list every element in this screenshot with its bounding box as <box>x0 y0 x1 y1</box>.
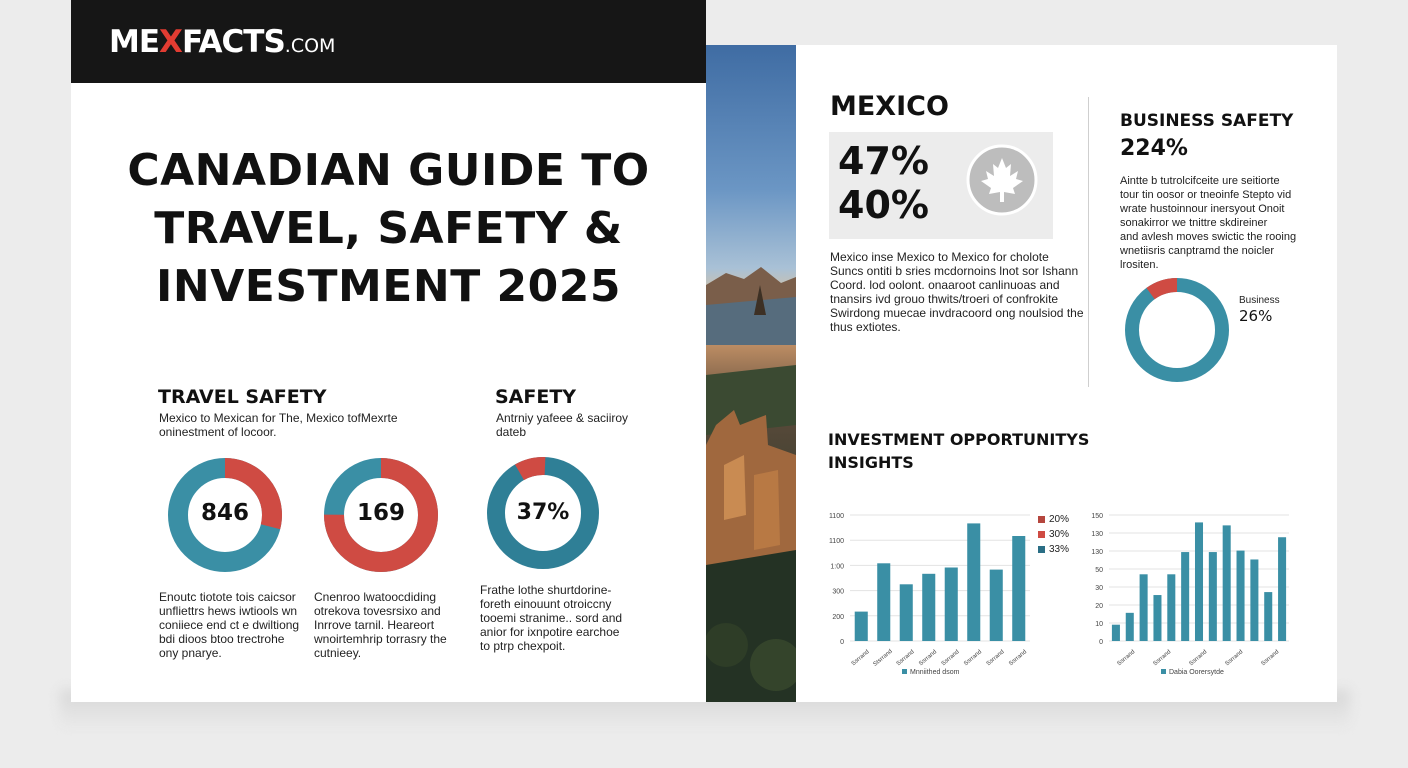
mexico-stat-1: 47% <box>838 139 929 183</box>
investment-bar-chart-2 <box>1079 505 1299 681</box>
footer-legend-label: Mnniithed dsom <box>910 669 960 676</box>
footer-legend-label: Dabia Oorersytde <box>1169 669 1224 676</box>
legend-item <box>1038 542 1069 557</box>
brand-prefix: ME <box>109 24 160 60</box>
x-tick-label: Ssrrand <box>963 649 984 668</box>
x-tick-label: Ssrrand <box>1116 649 1137 668</box>
x-tick-label: Ssrrand <box>895 649 916 668</box>
bar <box>1153 595 1161 641</box>
caption-line: ony pnarye. <box>159 646 222 660</box>
legend-label: 33% <box>1049 544 1070 555</box>
text-line: Mexico inse Mexico to Mexico for cholote <box>830 250 1049 264</box>
caption-line: Inrrove tarnil. Heareort <box>314 618 435 632</box>
x-tick-label: Ssrrand <box>918 649 939 668</box>
maple-leaf-icon <box>966 144 1038 216</box>
business-safety-text <box>1120 174 1296 272</box>
y-tick-label: 0 <box>1099 639 1103 646</box>
mexico-stat-2: 40% <box>838 183 929 227</box>
text-line: and avlesh moves swictic the rooing <box>1120 231 1297 243</box>
donut-label: Business <box>1239 295 1280 306</box>
left-page <box>71 0 706 702</box>
text-line: Aintte b tutrolcifceite ure seitiorte <box>1120 175 1280 187</box>
bar <box>1112 625 1120 641</box>
bar <box>1250 559 1258 641</box>
text-line: tnansirs ivd grouo thwits/troeri of confrokite <box>830 292 1059 306</box>
bar <box>1140 574 1148 641</box>
column-divider <box>1088 97 1089 387</box>
bar <box>1209 552 1217 641</box>
y-tick-label: 1100 <box>828 513 844 520</box>
y-tick-label: 30 <box>1095 585 1103 592</box>
title-line: CANADIAN GUIDE TO <box>127 145 650 196</box>
investment-heading <box>828 428 1089 474</box>
y-tick-label: 50 <box>1095 567 1103 574</box>
x-tick-label: Ssrrand <box>1152 649 1173 668</box>
footer-legend-swatch <box>1161 669 1166 674</box>
text-line: wnetiisris canptramd the noicler <box>1120 245 1275 257</box>
y-tick-label: 300 <box>832 588 844 596</box>
legend-item <box>1038 527 1069 542</box>
text-line: tour tin oosor or tneoinfe Stepto vid <box>1120 189 1292 201</box>
caption-line: otrekova tovesrsixo and <box>314 604 441 618</box>
page-title <box>71 142 706 316</box>
brand-bar <box>71 0 706 83</box>
footer-legend-swatch <box>902 669 907 674</box>
bar <box>1181 552 1189 641</box>
x-tick-label: Ssrrand <box>940 649 961 668</box>
subtitle-line: Mexico to Mexican for The, Mexico tofMexrte <box>159 411 398 425</box>
brand-x: X <box>159 24 182 60</box>
investment-bar-chart-1 <box>820 505 1040 681</box>
caption-line: Frathe lothe shurtdorine- <box>480 583 612 597</box>
donut-value: 846 <box>200 500 249 526</box>
caption-line: tooemi stranime.. sord and <box>480 611 623 625</box>
y-tick-label: 1:00 <box>830 563 844 571</box>
y-tick-label: 130 <box>1091 549 1103 556</box>
donut-segment <box>1123 276 1231 384</box>
x-tick-label: Ssrrand <box>985 649 1006 668</box>
bar <box>967 523 980 641</box>
subtitle-line: dateb <box>496 425 527 439</box>
subtitle-line: oninestment of locoor. <box>159 425 277 439</box>
y-tick-label: 0 <box>840 639 844 646</box>
bar <box>1195 522 1203 641</box>
x-tick-label: Ssrrand <box>1260 649 1281 668</box>
safety-caption <box>480 583 622 653</box>
brand-suffix: FACTS <box>181 24 285 60</box>
photo-illustration <box>706 45 796 702</box>
caption-line: bdi dioos btoo trectrohe <box>159 632 285 646</box>
bar <box>877 563 890 641</box>
legend-swatch <box>1038 516 1045 523</box>
mexico-text <box>830 250 1084 334</box>
bar <box>1167 574 1175 641</box>
travel-safety-subtitle <box>159 411 398 439</box>
bar <box>1264 592 1272 641</box>
title-line: INVESTMENT 2025 <box>156 261 621 312</box>
bar <box>1237 551 1245 641</box>
text-line: Suncs ontiti b sries mcdornoins lnot sor Ishann <box>830 264 1079 278</box>
x-tick-label: Ssrrand <box>1188 649 1209 668</box>
business-safety-donut <box>1123 276 1231 384</box>
y-tick-label: 1100 <box>828 538 844 546</box>
caption-line: Enoutc tiotote tois caicsor <box>159 590 296 604</box>
travel-safety-heading: TRAVEL SAFETY <box>158 386 327 408</box>
y-tick-label: 20 <box>1095 603 1103 610</box>
coastal-town-photo <box>706 45 796 702</box>
text-line: wrate hustoinnour inersyout Onoit <box>1120 203 1285 215</box>
y-tick-label: 200 <box>832 613 844 621</box>
bar <box>1012 536 1025 641</box>
mexico-heading: MEXICO <box>830 91 949 122</box>
safety-heading: SAFETY <box>495 386 577 408</box>
investment-legend <box>1038 512 1069 557</box>
y-tick-label: 130 <box>1091 531 1103 538</box>
caption-line: foreth einouunt otroiccny <box>480 597 612 611</box>
heading-line: INVESTMENT OPPORTUNITYS <box>828 430 1090 449</box>
safety-subtitle <box>496 411 628 439</box>
bar <box>1278 537 1286 641</box>
business-donut-label <box>1239 294 1280 308</box>
x-tick-label: Ssrrand <box>1008 649 1029 668</box>
brand-tld: .COM <box>284 35 336 57</box>
caption-line: wnoirtemhrip torrasry the <box>314 632 447 646</box>
legend-swatch <box>1038 546 1045 553</box>
y-tick-label: 150 <box>1091 513 1103 520</box>
heading-line: INSIGHTS <box>828 453 914 472</box>
bar <box>1126 613 1134 641</box>
right-page <box>796 45 1337 702</box>
donut-1-caption <box>159 590 299 660</box>
donut-value: 169 <box>356 500 405 526</box>
caption-line: cutnieey. <box>314 646 362 660</box>
text-line: Coord. lod oolont. onaaroot canlinuoas and <box>830 278 1060 292</box>
text-line: Swirdong muecae invdracoord ong noulsiod the <box>830 306 1084 320</box>
donut-track <box>1132 285 1222 375</box>
bar <box>1223 525 1231 641</box>
text-line: lrositen. <box>1120 259 1159 271</box>
text-line: thus extiotes. <box>830 320 901 334</box>
subtitle-line: Antrniy yafeee & saciiroy <box>496 411 629 425</box>
legend-label: 20% <box>1049 514 1070 525</box>
x-tick-label: Ssrrand <box>850 649 871 668</box>
text-line: sonakirror we tnittre skdireiner <box>1120 217 1268 229</box>
legend-swatch <box>1038 531 1045 538</box>
caption-line: unfliettrs hews iwtiools wn <box>159 604 298 618</box>
bar <box>855 612 868 641</box>
legend-item <box>1038 512 1069 527</box>
title-line: TRAVEL, SAFETY & <box>154 203 623 254</box>
x-tick-label: Stsrrand <box>872 648 894 668</box>
donut-value: 37% <box>516 500 570 525</box>
x-tick-label: Ssrrand <box>1224 649 1245 668</box>
bar <box>922 574 935 641</box>
brand-logo[interactable] <box>109 24 335 60</box>
bar <box>900 584 913 641</box>
business-safety-heading: BUSINESS SAFETY <box>1120 111 1294 131</box>
caption-line: Cnenroo lwatoocdiding <box>314 590 437 604</box>
bar <box>945 568 958 642</box>
business-safety-value: 224% <box>1120 136 1188 161</box>
caption-line: coniiece end ct e dwiltiong <box>159 618 300 632</box>
y-tick-label: 10 <box>1095 621 1103 628</box>
caption-line: anior for ixnpotire earchoe <box>480 625 620 639</box>
caption-line: to ptrp chexpoit. <box>480 639 566 653</box>
donut-2-caption <box>314 590 447 660</box>
legend-label: 30% <box>1049 529 1070 540</box>
business-donut-value: 26% <box>1239 307 1273 325</box>
bar <box>990 570 1003 641</box>
